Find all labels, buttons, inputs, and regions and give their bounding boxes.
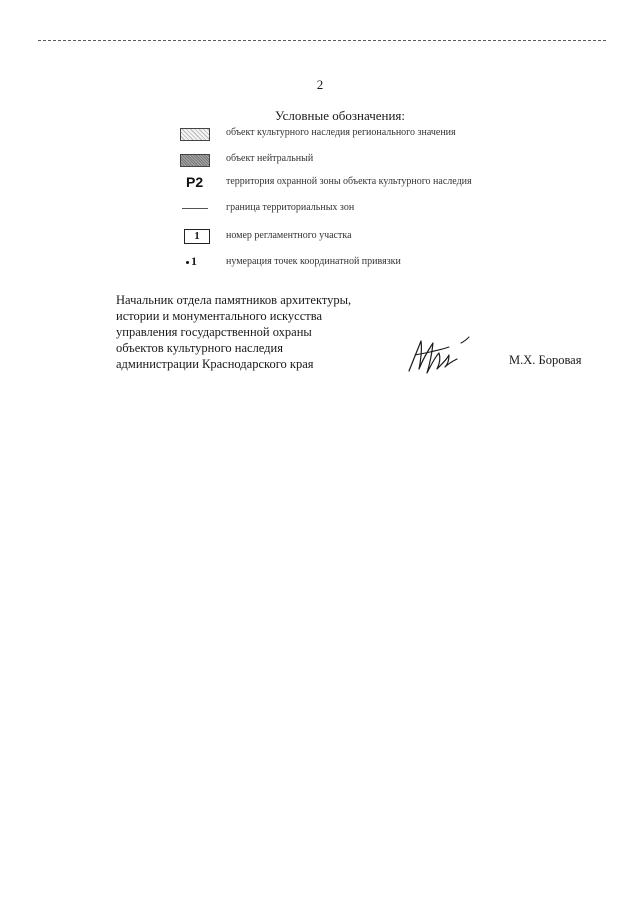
signatory-position-line: управления государственной охраны <box>116 325 312 339</box>
signatory-name: М.Х. Боровая <box>509 353 582 367</box>
regulation-plot-number-icon <box>176 228 220 246</box>
legend-item-label: объект нейтральный <box>226 153 314 164</box>
legend-item-coordinate-points <box>176 254 516 272</box>
top-scan-rule <box>38 40 606 41</box>
legend-item-label: номер регламентного участка <box>226 230 352 241</box>
protection-zone-icon <box>176 174 220 192</box>
coordinate-point-icon <box>176 254 220 272</box>
signatory-position-line: администрации Краснодарского края <box>116 357 314 371</box>
neutral-object-icon <box>176 151 220 169</box>
legend-item-plot-number <box>176 228 516 246</box>
coordinate-point-symbol-text: 1 <box>191 254 197 268</box>
signatory-position-line: Начальник отдела памятников архитектуры, <box>116 293 352 307</box>
legend-item-label: нумерация точек координатной привязки <box>226 256 401 267</box>
handwritten-signature <box>403 333 473 377</box>
legend-item-label: объект культурного наследия регионального значения <box>226 127 456 138</box>
page-number: 2 <box>316 77 324 92</box>
zone-boundary-line-icon <box>176 200 220 218</box>
legend-title: Условные обозначения: <box>274 108 406 123</box>
legend-item-zone-boundary <box>176 200 516 218</box>
legend-item-neutral-object <box>176 151 516 169</box>
legend-item-regional-heritage <box>176 125 516 143</box>
protection-zone-symbol-text: Р2 <box>186 174 204 190</box>
signatory-position-line: объектов культурного наследия <box>116 341 283 355</box>
plot-number-symbol-text: 1 <box>184 229 210 244</box>
signatory-position <box>116 292 351 372</box>
legend-item-protection-zone <box>176 174 516 192</box>
legend-item-label: территория охранной зоны объекта культурного наследия <box>226 176 472 187</box>
legend-item-label: граница территориальных зон <box>226 202 355 213</box>
signatory-position-line: истории и монументального искусства <box>116 309 323 323</box>
regional-heritage-object-icon <box>176 125 220 143</box>
